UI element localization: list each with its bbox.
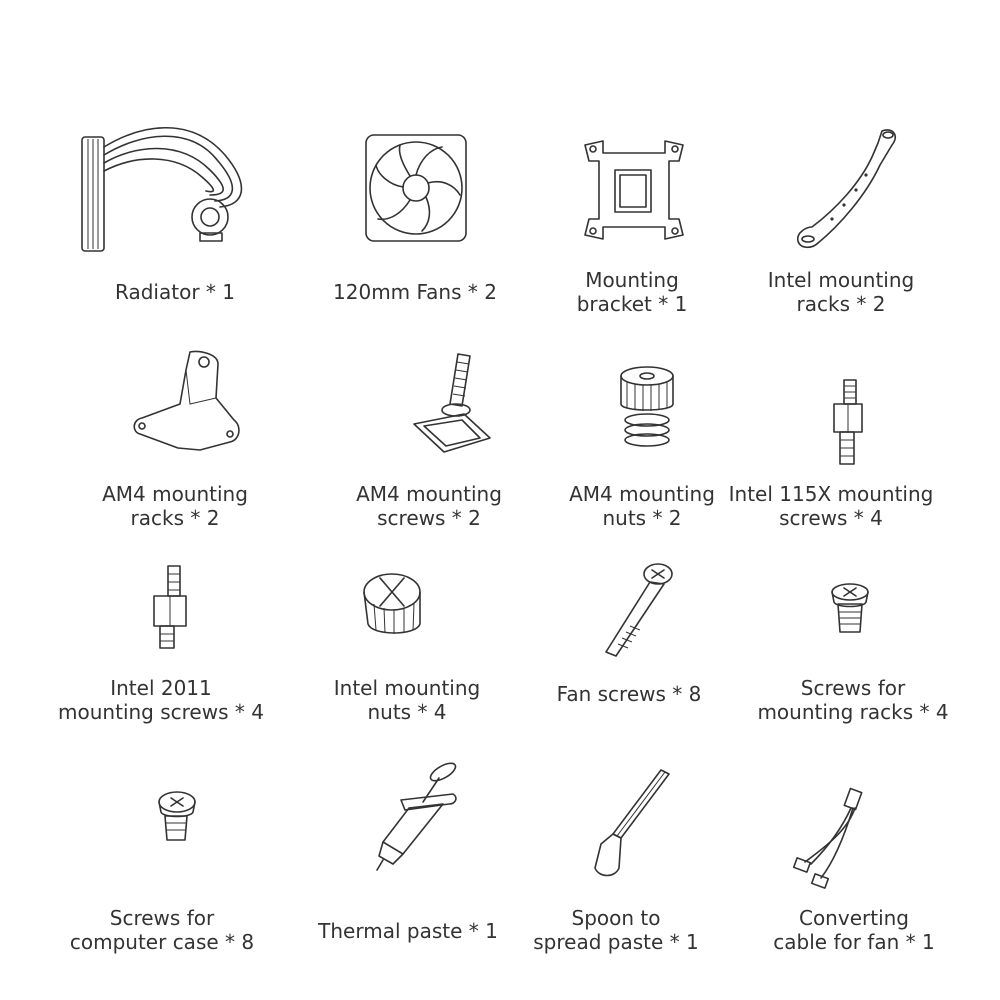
intel-115x-screws-label: Intel 115X mounting screws * 4 bbox=[728, 482, 934, 530]
am4-nuts-label: AM4 mounting nuts * 2 bbox=[569, 482, 715, 530]
case-screws-label: Screws for computer case * 8 bbox=[69, 906, 255, 954]
spoon-label: Spoon to spread paste * 1 bbox=[533, 906, 699, 954]
case-screw-illustration bbox=[37, 760, 287, 910]
am4-screws-label: AM4 mounting screws * 2 bbox=[356, 482, 502, 530]
intel-racks-label: Intel mounting racks * 2 bbox=[767, 268, 915, 316]
fan-screw-illustration bbox=[504, 540, 754, 690]
intel-2011-screws-label: Intel 2011 mounting screws * 4 bbox=[58, 676, 264, 724]
radiator-label: Radiator * 1 bbox=[115, 280, 235, 304]
intel-nuts-label: Intel mounting nuts * 4 bbox=[333, 676, 481, 724]
intel-nut-illustration bbox=[282, 540, 532, 690]
am4-racks-label: AM4 mounting racks * 2 bbox=[102, 482, 248, 530]
rack-screw-illustration bbox=[728, 540, 978, 690]
radiator-illustration bbox=[50, 115, 300, 265]
spoon-illustration bbox=[491, 760, 741, 910]
intel-rack-illustration bbox=[716, 115, 966, 265]
fan-illustration bbox=[290, 115, 540, 265]
fan-cable-label: Converting cable for fan * 1 bbox=[773, 906, 935, 954]
fan-screws-label: Fan screws * 8 bbox=[556, 682, 702, 706]
fans-label: 120mm Fans * 2 bbox=[333, 280, 497, 304]
intel-115x-screw-illustration bbox=[706, 340, 956, 490]
am4-rack-illustration bbox=[50, 340, 300, 490]
bracket-label: Mounting bracket * 1 bbox=[576, 268, 688, 316]
intel-2011-screw-illustration bbox=[36, 540, 286, 690]
thermal-paste-label: Thermal paste * 1 bbox=[318, 919, 498, 943]
rack-screws-label: Screws for mounting racks * 4 bbox=[757, 676, 949, 724]
fan-cable-illustration bbox=[729, 760, 979, 910]
